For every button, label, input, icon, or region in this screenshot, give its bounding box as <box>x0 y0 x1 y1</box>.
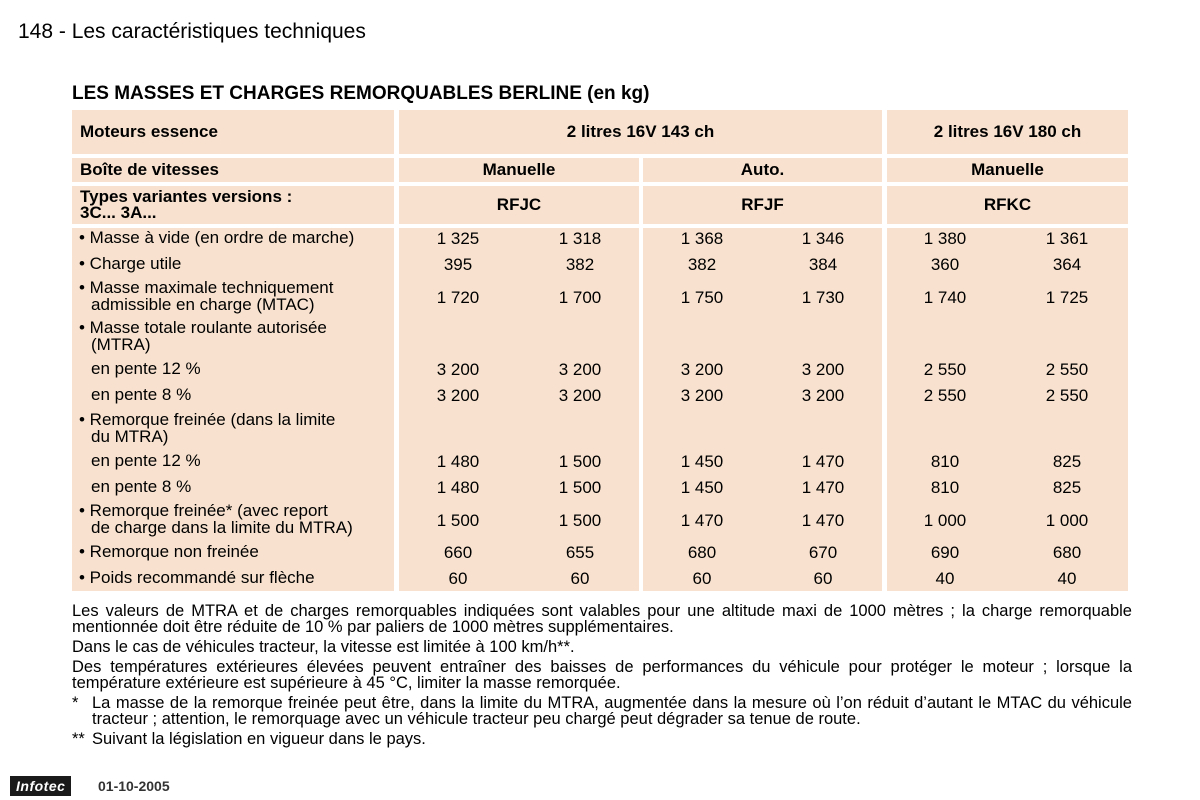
cell-value: 1 318 <box>558 229 602 248</box>
gearbox-label: Boîte de vitesses <box>72 158 394 182</box>
footnote-1 <box>72 695 1132 727</box>
footnote-2 <box>72 731 1132 747</box>
row-label: • Charge utile <box>79 254 182 273</box>
cell-value: 1 368 <box>680 229 724 248</box>
cell-value: 40 <box>1057 569 1077 588</box>
cell-value: 1 750 <box>680 288 724 307</box>
cell-value: 810 <box>930 478 960 497</box>
types-label-line2: 3C... 3A... <box>80 203 157 222</box>
footnote-1-mark: * <box>72 694 79 712</box>
cell-value: 1 500 <box>558 511 602 530</box>
row-label: en pente 12 % <box>91 451 201 470</box>
section-title: LES MASSES ET CHARGES REMORQUABLES BERLINE (en kg) <box>72 83 650 104</box>
cell-value: 1 000 <box>923 511 967 530</box>
cell-value: 1 346 <box>801 229 845 248</box>
engine-label: Moteurs essence <box>72 110 394 154</box>
row-label: • Masse totale roulante autorisée <box>79 318 327 337</box>
type-rfkc: RFKC <box>887 186 1128 224</box>
cell-value: 1 450 <box>680 452 724 471</box>
footer-date: 01-10-2005 <box>98 778 170 794</box>
cell-value: 1 480 <box>436 452 480 471</box>
cell-value: 3 200 <box>801 386 845 405</box>
row-label: • Poids recommandé sur flèche <box>79 568 315 587</box>
footnote-2-text: Suivant la législation en vigueur dans le pays. <box>92 730 426 748</box>
cell-value: 1 470 <box>801 478 845 497</box>
row-label: • Remorque freinée (dans la limite <box>79 410 336 429</box>
cell-value: 382 <box>687 255 717 274</box>
cell-value: 690 <box>930 543 960 562</box>
cell-value: 1 000 <box>1045 511 1089 530</box>
cell-value: 1 725 <box>1045 288 1089 307</box>
cell-value: 1 470 <box>801 452 845 471</box>
cell-value: 1 480 <box>436 478 480 497</box>
cell-value: 670 <box>808 543 838 562</box>
body-column-rfkc <box>887 228 1128 591</box>
cell-value: 680 <box>1052 543 1082 562</box>
cell-value: 60 <box>813 569 833 588</box>
cell-value: 2 550 <box>1045 386 1089 405</box>
cell-value: 825 <box>1052 452 1082 471</box>
body-column-rfjc <box>399 228 639 591</box>
gearbox-manual-1: Manuelle <box>399 158 639 182</box>
cell-value: 1 361 <box>1045 229 1089 248</box>
cell-value: 2 550 <box>923 360 967 379</box>
types-label <box>72 186 394 224</box>
cell-value: 382 <box>565 255 595 274</box>
cell-value: 1 450 <box>680 478 724 497</box>
notes <box>72 603 1132 747</box>
cell-value: 2 550 <box>1045 360 1089 379</box>
type-rfjf: RFJF <box>643 186 882 224</box>
engine-b: 2 litres 16V 180 ch <box>887 110 1128 154</box>
row-label: • Masse à vide (en ordre de marche) <box>79 228 355 247</box>
note-altitude: Les valeurs de MTRA et de charges remorquables indiquées sont valables pour une altitude maxi de 1000 mètres ; la charge remorquable mentionnée doit être réduite de 10 % par paliers de 1000 mètres supplémentaires. <box>72 602 1132 636</box>
row-label: • Remorque non freinée <box>79 542 259 561</box>
cell-value: 364 <box>1052 255 1082 274</box>
cell-value: 1 500 <box>558 452 602 471</box>
cell-value: 3 200 <box>680 386 724 405</box>
cell-value: 1 740 <box>923 288 967 307</box>
cell-value: 1 500 <box>436 511 480 530</box>
row-label: en pente 12 % <box>91 359 201 378</box>
cell-value: 825 <box>1052 478 1082 497</box>
page-title: 148 - Les caractéristiques techniques <box>18 20 366 43</box>
cell-value: 3 200 <box>680 360 724 379</box>
cell-value: 660 <box>443 543 473 562</box>
cell-value: 360 <box>930 255 960 274</box>
cell-value: 60 <box>570 569 590 588</box>
cell-value: 384 <box>808 255 838 274</box>
cell-value: 1 720 <box>436 288 480 307</box>
cell-value: 1 700 <box>558 288 602 307</box>
gearbox-auto: Auto. <box>643 158 882 182</box>
row-label-cont: du MTRA) <box>91 427 169 446</box>
types-label-line1: Types variantes versions : <box>80 187 293 206</box>
row-label: en pente 8 % <box>91 385 192 404</box>
row-label: • Remorque freinée* (avec report <box>79 501 328 520</box>
type-rfjc: RFJC <box>399 186 639 224</box>
cell-value: 810 <box>930 452 960 471</box>
footnote-2-mark: ** <box>72 730 85 748</box>
engine-a: 2 litres 16V 143 ch <box>399 110 882 154</box>
cell-value: 1 325 <box>436 229 480 248</box>
cell-value: 2 550 <box>923 386 967 405</box>
cell-value: 60 <box>448 569 468 588</box>
cell-value: 3 200 <box>558 386 602 405</box>
body-column-rfjf <box>643 228 882 591</box>
cell-value: 3 200 <box>801 360 845 379</box>
cell-value: 3 200 <box>436 386 480 405</box>
footnote-1-text: La masse de la remorque freinée peut être, dans la limite du MTRA, augmentée dans la mesure où l’on réduit d’autant le MTAC du véhicule tracteur ; attention, le remorquage avec un véhicule tracteur peu chargé peut dégrader sa tenue de route. <box>92 694 1132 728</box>
row-label-cont: (MTRA) <box>91 335 151 354</box>
cell-value: 655 <box>565 543 595 562</box>
cell-value: 3 200 <box>558 360 602 379</box>
row-label: • Masse maximale techniquement <box>79 278 334 297</box>
cell-value: 40 <box>935 569 955 588</box>
row-label-cont: de charge dans la limite du MTRA) <box>91 518 353 537</box>
cell-value: 1 470 <box>680 511 724 530</box>
cell-value: 1 500 <box>558 478 602 497</box>
cell-value: 60 <box>692 569 712 588</box>
cell-value: 680 <box>687 543 717 562</box>
cell-value: 1 380 <box>923 229 967 248</box>
cell-value: 1 470 <box>801 511 845 530</box>
infotec-logo: Infotec <box>10 776 71 796</box>
note-temperature: Des températures extérieures élevées peuvent entraîner des baisses de performances du véhicule pour protéger le moteur ; lorsque la température extérieure est supérieure à 45 °C, limiter la masse remorquée. <box>72 658 1132 692</box>
gearbox-manual-2: Manuelle <box>887 158 1128 182</box>
row-label-cont: admissible en charge (MTAC) <box>91 295 315 314</box>
row-label: en pente 8 % <box>91 477 192 496</box>
note-speed: Dans le cas de véhicules tracteur, la vitesse est limitée à 100 km/h**. <box>72 638 575 656</box>
cell-value: 3 200 <box>436 360 480 379</box>
cell-value: 395 <box>443 255 473 274</box>
cell-value: 1 730 <box>801 288 845 307</box>
